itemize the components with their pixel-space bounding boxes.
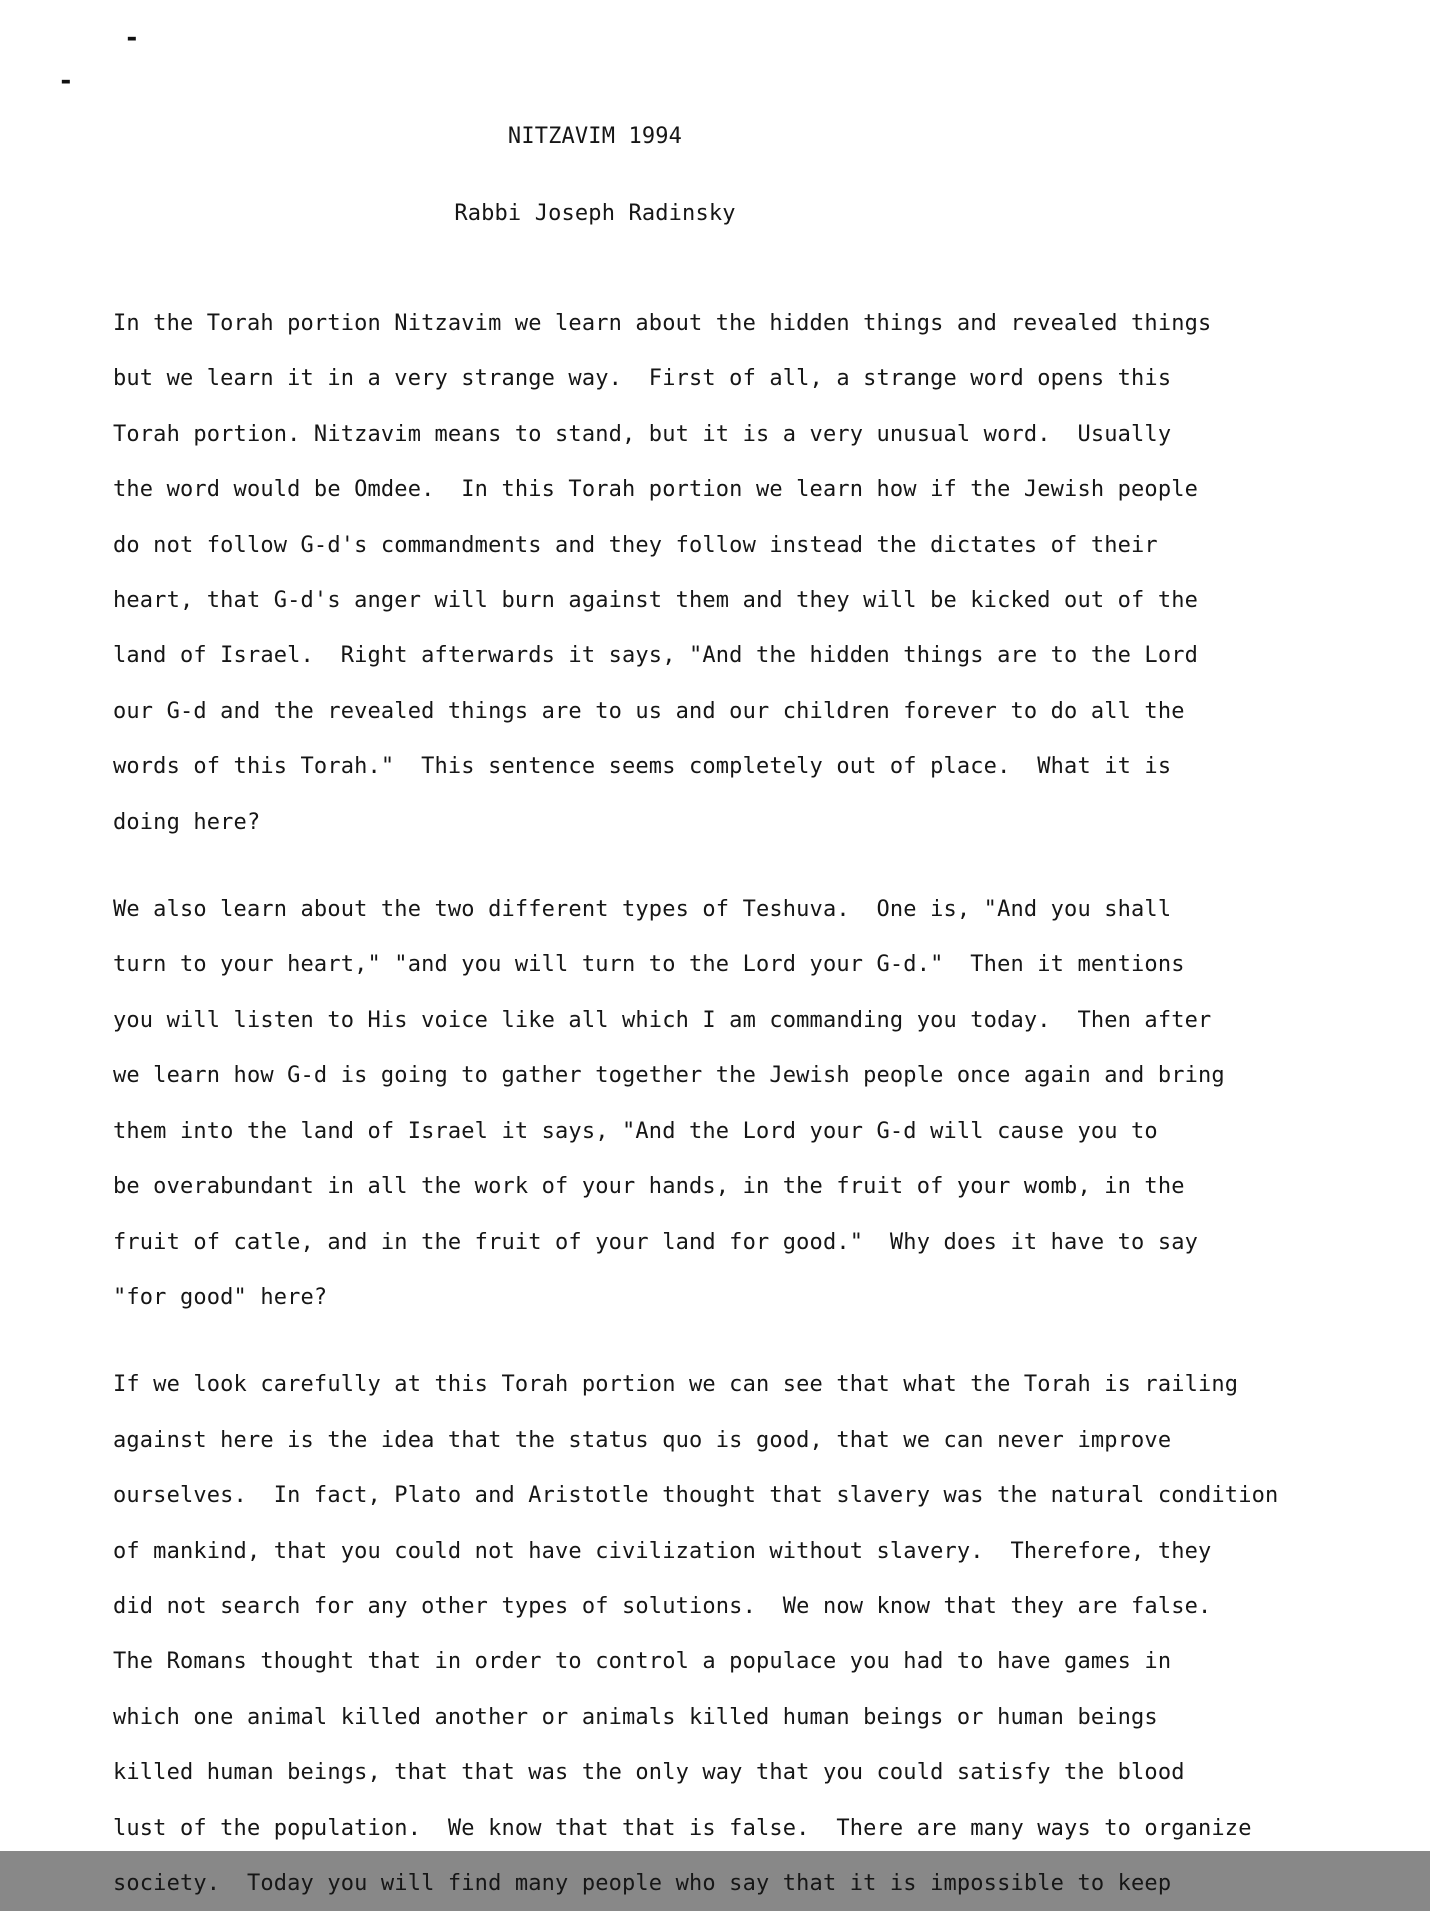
text-line: our G-d and the revealed things are to us and our children forever to do all the — [113, 698, 1185, 724]
document-header — [113, 73, 1077, 277]
paragraph — [113, 882, 1225, 1325]
text-line: did not search for any other types of solutions. We now know that they are false. — [113, 1593, 1212, 1619]
paragraph — [113, 296, 1212, 850]
text-line: lust of the population. We know that that is false. There are many ways to organize — [113, 1815, 1252, 1841]
document-author: Rabbi Joseph Radinsky — [454, 200, 736, 226]
document-content — [113, 73, 1279, 1911]
text-line: them into the land of Israel it says, "And the Lord your G-d will cause you to — [113, 1118, 1158, 1144]
text-line: In the Torah portion Nitzavim we learn about the hidden things and revealed things — [113, 311, 1212, 336]
text-line: words of this Torah." This sentence seems completely out of place. What it is — [113, 754, 1172, 780]
text-line: "for good" here? — [113, 1284, 328, 1310]
text-line: doing here? — [113, 809, 261, 835]
text-line: but we learn it in a very strange way. First of all, a strange word opens this — [113, 366, 1172, 392]
text-line: you will listen to His voice like all which I am commanding you today. Then after — [113, 1007, 1212, 1033]
text-line: heart, that G-d's anger will burn against them and they will be kicked out of the — [113, 588, 1199, 614]
text-line: killed human beings, that that was the only way that you could satisfy the blood — [113, 1760, 1185, 1786]
text-line: do not follow G-d's commandments and they follow instead the dictates of their — [113, 532, 1158, 558]
text-line: of mankind, that you could not have civilization without slavery. Therefore, they — [113, 1538, 1212, 1564]
text-line: We also learn about the two different types of Teshuva. One is, "And you shall — [113, 897, 1172, 923]
paragraph — [113, 1357, 1279, 1911]
text-line: turn to your heart," "and you will turn to the Lord your G-d." Then it mentions — [113, 952, 1185, 978]
text-line: be overabundant in all the work of your hands, in the fruit of your womb, in the — [113, 1174, 1185, 1200]
typewriter-stray-dash: - — [58, 66, 74, 96]
text-line: society. Today you will find many people who say that it is impossible to keep — [113, 1870, 1172, 1896]
typewriter-stray-dash: - — [124, 23, 140, 53]
text-line: ourselves. In fact, Plato and Aristotle thought that slavery was the natural condition — [113, 1483, 1279, 1509]
text-line: which one animal killed another or animals killed human beings or human beings — [113, 1704, 1158, 1730]
text-line: If we look carefully at this Torah portion we can see that what the Torah is railing — [113, 1372, 1239, 1398]
text-line: fruit of catle, and in the fruit of your land for good." Why does it have to say — [113, 1229, 1199, 1255]
text-line: Torah portion. Nitzavim means to stand, but it is a very unusual word. Usually — [113, 421, 1172, 447]
text-line: The Romans thought that in order to control a populace you had to have games in — [113, 1649, 1172, 1675]
text-line: we learn how G-d is going to gather together the Jewish people once again and bring — [113, 1063, 1225, 1089]
document-body — [113, 296, 1279, 1911]
text-line: the word would be Omdee. In this Torah portion we learn how if the Jewish people — [113, 477, 1199, 503]
document-title: NITZAVIM 1994 — [507, 124, 683, 149]
text-line: against here is the idea that the status quo is good, that we can never improve — [113, 1427, 1172, 1453]
text-line: land of Israel. Right afterwards it says, "And the hidden things are to the Lord — [113, 643, 1199, 669]
